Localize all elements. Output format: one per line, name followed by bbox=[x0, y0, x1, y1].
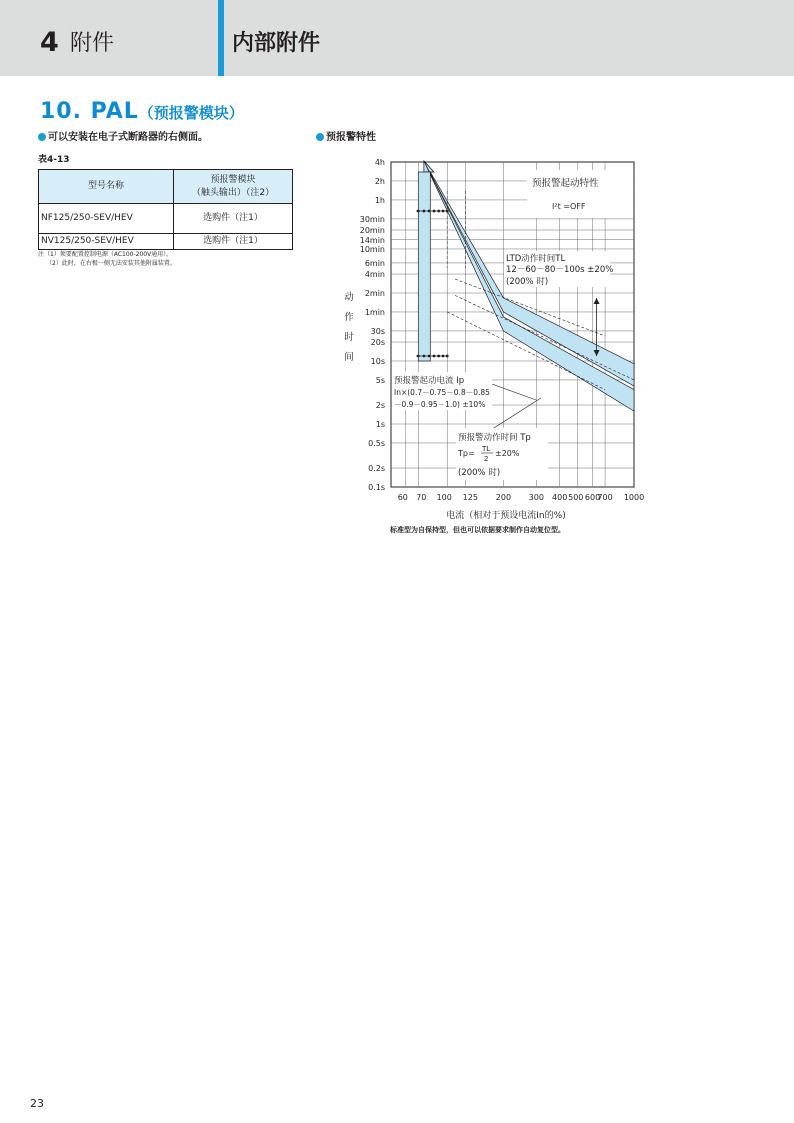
pickup-setting-dot bbox=[422, 210, 425, 213]
y-tick-label: 5s bbox=[375, 375, 385, 385]
tp-denominator: 2 bbox=[484, 455, 489, 463]
pickup-setting-dot bbox=[417, 355, 420, 358]
install-text: 可以安装在电子式断路器的右侧面。 bbox=[48, 132, 208, 143]
chart-heading-text: 预报警特性 bbox=[326, 132, 376, 143]
pickup-label: 预报警起动电流 Ip bbox=[394, 376, 465, 386]
pal-title-main: 10. PAL bbox=[40, 99, 139, 124]
x-tick-label: 100 bbox=[436, 493, 452, 502]
y-tick-label: 0.1s bbox=[368, 483, 385, 492]
y-tick-label: 6min bbox=[364, 258, 385, 268]
row-option: 选购件（注1） bbox=[174, 204, 293, 234]
model-table bbox=[38, 169, 293, 250]
ylabel-char: 时 bbox=[344, 332, 354, 343]
section-title: 内部附件 bbox=[232, 31, 321, 56]
tp-condition: (200% 时) bbox=[458, 468, 501, 478]
table-header-row bbox=[39, 170, 293, 204]
tp-label: 预报警动作时间 Tp bbox=[458, 433, 531, 443]
y-tick-label: 1min bbox=[364, 307, 385, 317]
ylabel-char: 间 bbox=[344, 352, 354, 363]
table-row bbox=[39, 234, 293, 250]
y-tick-label: 10s bbox=[370, 356, 385, 366]
chart-setting: I²t =OFF bbox=[552, 202, 586, 211]
header-module-line1: 预报警模块 bbox=[210, 174, 256, 185]
y-tick-label: 4h bbox=[374, 158, 385, 167]
table-row bbox=[39, 204, 293, 234]
tp-prefix: Tp= bbox=[458, 449, 475, 458]
pickup-setting-dot bbox=[417, 210, 420, 213]
pickup-setting-dot bbox=[433, 355, 436, 358]
table-notes bbox=[38, 250, 176, 268]
x-tick-label: 60 bbox=[397, 493, 408, 502]
x-tick-label: 1000 bbox=[623, 493, 645, 502]
y-tick-label: 30min bbox=[359, 214, 385, 224]
pickup-setting-dot bbox=[442, 355, 445, 358]
row-option: 选购件（注1） bbox=[174, 234, 293, 250]
tp-tolerance: ±20% bbox=[495, 449, 520, 458]
ltd-label: LTD动作时间TL bbox=[506, 254, 566, 264]
chart-footnote: 标准型为自保持型，但也可以依据要求制作自动复位型。 bbox=[390, 526, 565, 534]
y-tick-label: 10min bbox=[359, 244, 385, 254]
chapter-title: 附件 bbox=[70, 31, 115, 56]
y-tick-label: 14min bbox=[359, 235, 385, 245]
chart-svg bbox=[336, 150, 656, 540]
bullet-dot-icon bbox=[38, 133, 46, 141]
pickup-setting-dot bbox=[442, 210, 445, 213]
bullet-dot-icon bbox=[316, 133, 324, 141]
y-tick-label: 20s bbox=[370, 338, 385, 348]
header-divider bbox=[218, 0, 224, 76]
x-tick-label: 700 bbox=[597, 493, 613, 502]
ylabel-char: 作 bbox=[344, 312, 354, 323]
y-tick-label: 1s bbox=[375, 419, 385, 429]
y-tick-label: 30s bbox=[370, 326, 385, 336]
y-tick-label: 2h bbox=[374, 176, 385, 186]
chart-xlabel: 电流（相对于预设电流In的%) bbox=[446, 511, 566, 521]
ltd-condition: (200% 时) bbox=[506, 277, 549, 287]
page-number: 23 bbox=[30, 1097, 44, 1110]
x-tick-label: 125 bbox=[462, 493, 478, 502]
chapter-number: 4 bbox=[40, 27, 59, 58]
pickup-band-left bbox=[418, 172, 430, 361]
x-tick-label: 70 bbox=[416, 493, 427, 502]
y-tick-label: 0.2s bbox=[368, 464, 385, 474]
header-model: 型号名称 bbox=[39, 170, 174, 204]
install-bullet bbox=[38, 131, 208, 145]
x-tick-label: 200 bbox=[495, 493, 512, 502]
ltd-values: 12－60－80－100s ±20% bbox=[506, 265, 614, 275]
y-tick-label: 4min bbox=[364, 270, 385, 280]
pickup-setting-dot bbox=[433, 210, 436, 213]
tp-numerator: TL bbox=[482, 445, 491, 453]
pickup-setting-dot bbox=[422, 355, 425, 358]
header-module-line2: （触头输出）（注2） bbox=[191, 187, 275, 198]
chart-title: 预报警起动特性 bbox=[532, 178, 599, 189]
chart-x-ticks bbox=[398, 493, 644, 502]
chart-heading-bullet bbox=[316, 131, 376, 145]
pal-title-sub: （预报警模块） bbox=[138, 104, 244, 122]
table-caption: 表4-13 bbox=[38, 155, 70, 165]
y-tick-label: 2s bbox=[375, 401, 385, 411]
chart-ylabel bbox=[344, 291, 354, 363]
x-tick-label: 600 bbox=[584, 493, 601, 502]
y-tick-label: 1h bbox=[374, 195, 385, 205]
page-header bbox=[0, 0, 794, 76]
y-tick-label: 0.5s bbox=[368, 438, 385, 448]
pickup-setting-dot bbox=[437, 355, 440, 358]
note-2: （2）此时，在右极一侧无法安装其他附属装置。 bbox=[46, 260, 176, 267]
note-1: 注（1）须要配置控制电源（AC100-200V通用）。 bbox=[38, 251, 173, 258]
pickup-values-1: In×(0.7－0.75－0.8－0.85 bbox=[394, 388, 490, 397]
pickup-setting-dot bbox=[437, 210, 440, 213]
row-model: NV125/250-SEV/HEV bbox=[39, 234, 174, 250]
ylabel-char: 动 bbox=[344, 292, 354, 303]
pal-title bbox=[40, 98, 244, 127]
prealarm-chart bbox=[336, 150, 656, 540]
pickup-setting-dot bbox=[428, 355, 431, 358]
pickup-setting-dot bbox=[446, 210, 449, 213]
y-tick-label: 20min bbox=[359, 225, 385, 235]
x-tick-label: 300 bbox=[528, 493, 544, 502]
pickup-values-2: －0.9－0.95－1.0) ±10% bbox=[394, 400, 486, 409]
chart-y-ticks bbox=[360, 158, 385, 492]
pickup-setting-dot bbox=[446, 355, 449, 358]
row-model: NF125/250-SEV/HEV bbox=[39, 204, 174, 234]
x-tick-label: 500 bbox=[568, 493, 584, 502]
x-tick-label: 400 bbox=[552, 493, 568, 502]
pickup-setting-dot bbox=[428, 210, 431, 213]
header-module bbox=[174, 170, 293, 204]
y-tick-label: 2min bbox=[364, 288, 385, 298]
